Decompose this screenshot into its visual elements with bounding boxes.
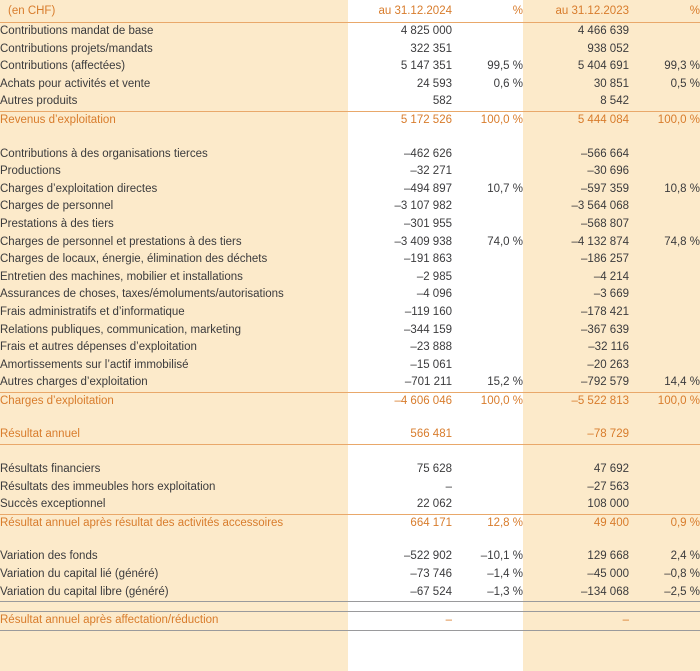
row-value-2023: 4 466 639 xyxy=(577,25,629,37)
row-label: Charges de personnel et prestations à des tiers xyxy=(0,235,242,248)
row-value-2023: –5 522 813 xyxy=(571,394,629,407)
row-label: Succès exceptionnel xyxy=(0,496,348,514)
row-percent-2024 xyxy=(452,163,523,181)
row-percent-2023: 2,4 % xyxy=(670,550,700,563)
table-row xyxy=(0,181,700,199)
row-label: Résultat annuel xyxy=(0,426,348,444)
row-percent-2024 xyxy=(452,41,523,59)
row-value-2023 xyxy=(523,130,629,146)
table-row xyxy=(0,41,700,59)
row-percent-2024 xyxy=(452,445,523,462)
table-row xyxy=(0,514,700,532)
row-label: Charges de locaux, énergie, élimination des déchets xyxy=(0,253,268,266)
row-value-2024: – xyxy=(348,612,452,631)
row-value-2024 xyxy=(348,445,452,462)
row-label: Résultats financiers xyxy=(0,463,101,476)
row-value-2023: –27 563 xyxy=(587,480,629,493)
row-percent-2024 xyxy=(452,130,523,146)
row-label: Charges d’exploitation directes xyxy=(0,182,158,195)
row-percent-2023 xyxy=(629,41,700,59)
row-value-2023: –597 359 xyxy=(581,182,629,195)
row-label xyxy=(0,130,348,146)
table-row xyxy=(0,76,700,94)
row-percent-2024 xyxy=(452,322,523,340)
table-header-row xyxy=(0,0,700,23)
row-percent-2024 xyxy=(452,23,523,41)
row-value-2023: –3 564 068 xyxy=(571,200,629,213)
row-label: Contributions mandat de base xyxy=(0,25,154,37)
row-percent-2023 xyxy=(629,286,700,304)
row-value-2024: 566 481 xyxy=(348,426,452,444)
row-percent-2023: 0,5 % xyxy=(670,77,700,90)
row-value-2023: 30 851 xyxy=(593,77,629,90)
row-label: Entretien des machines, mobilier et installations xyxy=(0,270,243,283)
table-row xyxy=(0,479,700,497)
row-percent-2023: 10,8 % xyxy=(664,182,700,195)
row-label: Autres charges d’exploitation xyxy=(0,374,348,392)
row-label: Variation du capital lié (généré) xyxy=(0,568,159,581)
row-value-2023: 5 404 691 xyxy=(577,60,629,73)
row-percent-2023 xyxy=(629,612,700,631)
row-percent-2023 xyxy=(629,461,700,479)
row-value-2023: –792 579 xyxy=(523,374,629,392)
row-percent-2024 xyxy=(452,146,523,164)
table-spacer-row xyxy=(0,410,700,426)
row-value-2023: 108 000 xyxy=(523,496,629,514)
row-percent-2023: 0,9 % xyxy=(670,516,700,529)
row-percent-2023: 99,3 % xyxy=(664,60,700,73)
table-row xyxy=(0,566,700,584)
table-row xyxy=(0,357,700,375)
row-value-2023: –4 132 874 xyxy=(571,235,629,248)
row-value-2023: –4 214 xyxy=(593,270,629,283)
row-label: Frais administratifs et d’informatique xyxy=(0,305,185,318)
table-row xyxy=(0,216,700,234)
row-value-2024 xyxy=(348,130,452,146)
table-row xyxy=(0,93,700,111)
row-value-2024: –23 888 xyxy=(410,341,452,354)
table-row xyxy=(0,286,700,304)
row-percent-2024: 100,0 % xyxy=(480,113,523,126)
table-row xyxy=(0,198,700,216)
row-percent-2023 xyxy=(629,479,700,497)
table-row xyxy=(0,426,700,444)
row-percent-2024: 74,0 % xyxy=(487,235,523,248)
table-row xyxy=(0,23,700,41)
row-value-2024: –2 985 xyxy=(416,270,452,283)
row-percent-2023 xyxy=(629,445,700,462)
row-label: Résultats des immeubles hors exploitation xyxy=(0,480,216,493)
row-value-2024: 582 xyxy=(348,93,452,111)
row-value-2024: –3 107 982 xyxy=(394,200,452,213)
row-label xyxy=(0,602,348,612)
row-percent-2024 xyxy=(452,496,523,514)
row-value-2023: –3 669 xyxy=(593,288,629,301)
row-value-2023: –78 729 xyxy=(523,426,629,444)
row-value-2024: –32 271 xyxy=(410,165,452,178)
row-percent-2023 xyxy=(629,130,700,146)
row-value-2023: –178 421 xyxy=(581,305,629,318)
row-value-2024: –15 061 xyxy=(410,358,452,371)
row-label: Résultat annuel après résultat des activités accessoires xyxy=(0,516,284,529)
row-percent-2023 xyxy=(629,339,700,357)
row-percent-2023 xyxy=(629,198,700,216)
row-value-2024: 5 172 526 xyxy=(400,113,452,126)
row-value-2024: –191 863 xyxy=(404,253,452,266)
table-spacer-row xyxy=(0,130,700,146)
row-value-2023: –568 807 xyxy=(581,217,629,230)
row-value-2023: 49 400 xyxy=(593,516,629,529)
row-percent-2023 xyxy=(629,269,700,287)
row-value-2024: 5 147 351 xyxy=(400,60,452,73)
row-percent-2024 xyxy=(452,198,523,216)
row-label: Amortissements sur l’actif immobilisé xyxy=(0,358,189,371)
row-value-2023: 938 052 xyxy=(587,42,629,55)
row-value-2024: –67 524 xyxy=(348,584,452,602)
table-row xyxy=(0,163,700,181)
row-label: Revenus d’exploitation xyxy=(0,113,116,126)
row-label: Contributions projets/mandats xyxy=(0,42,153,55)
row-value-2024 xyxy=(348,532,452,548)
row-percent-2023 xyxy=(629,163,700,181)
table-row xyxy=(0,304,700,322)
table-row xyxy=(0,146,700,164)
row-label: Assurances de choses, taxes/émoluments/autorisations xyxy=(0,288,284,301)
row-label: Achats pour activités et vente xyxy=(0,77,151,90)
row-percent-2023: 14,4 % xyxy=(629,374,700,392)
row-value-2024: 22 062 xyxy=(348,496,452,514)
row-value-2024: –522 902 xyxy=(404,550,452,563)
row-value-2024: –462 626 xyxy=(404,147,452,160)
row-percent-2023: 100,0 % xyxy=(657,394,700,407)
row-percent-2023 xyxy=(629,532,700,548)
table-spacer-row xyxy=(0,445,700,462)
header-col-2024: au 31.12.2024 xyxy=(348,0,452,23)
table-row xyxy=(0,374,700,392)
row-percent-2023: 100,0 % xyxy=(657,113,700,126)
header-pct-2024: % xyxy=(452,0,523,23)
table-row xyxy=(0,496,700,514)
header-pct-2023: % xyxy=(629,0,700,23)
row-percent-2024 xyxy=(452,269,523,287)
row-percent-2024 xyxy=(452,461,523,479)
row-value-2024: 24 593 xyxy=(416,77,452,90)
row-value-2023: 129 668 xyxy=(587,550,629,563)
table-row xyxy=(0,251,700,269)
table-row xyxy=(0,584,700,602)
table-row xyxy=(0,548,700,566)
row-value-2023: 8 542 xyxy=(523,93,629,111)
row-percent-2023 xyxy=(629,23,700,41)
row-percent-2023 xyxy=(629,602,700,612)
row-percent-2023 xyxy=(629,322,700,340)
row-value-2024: –4 606 046 xyxy=(394,394,452,407)
row-label: Contributions (affectées) xyxy=(0,60,126,73)
header-col-2023: au 31.12.2023 xyxy=(523,0,629,23)
row-label: Autres produits xyxy=(0,93,348,111)
table-row xyxy=(0,612,700,631)
row-value-2023: –367 639 xyxy=(581,323,629,336)
row-percent-2024: 10,7 % xyxy=(487,182,523,195)
row-value-2024: –344 159 xyxy=(404,323,452,336)
row-value-2024: –73 746 xyxy=(410,568,452,581)
row-percent-2024 xyxy=(452,612,523,631)
row-value-2024: –3 409 938 xyxy=(394,235,452,248)
row-label: Charges d’exploitation xyxy=(0,394,114,407)
row-percent-2023 xyxy=(629,93,700,111)
header-currency-label: (en CHF) xyxy=(0,0,348,23)
row-value-2023: –20 263 xyxy=(587,358,629,371)
row-percent-2023 xyxy=(629,146,700,164)
row-value-2023: –134 068 xyxy=(523,584,629,602)
row-percent-2024: 15,2 % xyxy=(452,374,523,392)
row-percent-2024: 99,5 % xyxy=(487,60,523,73)
row-label xyxy=(0,532,348,548)
row-percent-2024: 12,8 % xyxy=(487,516,523,529)
row-value-2024: 664 171 xyxy=(410,516,452,529)
row-percent-2023 xyxy=(629,410,700,426)
table-row xyxy=(0,339,700,357)
row-label: Variation des fonds xyxy=(0,550,98,563)
row-percent-2024 xyxy=(452,339,523,357)
row-percent-2024 xyxy=(452,532,523,548)
row-value-2023: 5 444 084 xyxy=(577,113,629,126)
row-percent-2024: 0,6 % xyxy=(493,77,523,90)
row-value-2023: –566 664 xyxy=(581,147,629,160)
row-value-2024: – xyxy=(445,480,452,493)
row-value-2024: 4 825 000 xyxy=(400,25,452,37)
row-percent-2024 xyxy=(452,479,523,497)
row-value-2023: –186 257 xyxy=(581,253,629,266)
row-percent-2023 xyxy=(629,357,700,375)
row-value-2024 xyxy=(348,410,452,426)
row-percent-2023 xyxy=(629,426,700,444)
row-percent-2023 xyxy=(629,304,700,322)
row-value-2023 xyxy=(523,445,629,462)
row-label xyxy=(0,410,348,426)
row-label: Résultat annuel après affectation/réduction xyxy=(0,612,348,631)
row-percent-2024 xyxy=(452,251,523,269)
row-label xyxy=(0,445,348,462)
table-row xyxy=(0,269,700,287)
row-percent-2023: –0,8 % xyxy=(664,568,700,581)
row-percent-2024: 100,0 % xyxy=(480,394,523,407)
row-percent-2024: –10,1 % xyxy=(480,550,523,563)
row-percent-2024: –1,4 % xyxy=(487,568,523,581)
row-label: Frais et autres dépenses d’exploitation xyxy=(0,341,197,354)
row-value-2024: –119 160 xyxy=(404,305,452,318)
row-label: Productions xyxy=(0,165,61,178)
row-label: Contributions à des organisations tierces xyxy=(0,147,208,160)
row-label: Variation du capital libre (généré) xyxy=(0,584,348,602)
row-label: Prestations à des tiers xyxy=(0,217,114,230)
row-percent-2024 xyxy=(452,426,523,444)
row-percent-2024 xyxy=(452,286,523,304)
row-value-2024: –494 897 xyxy=(404,182,452,195)
row-value-2024: –4 096 xyxy=(416,288,452,301)
row-percent-2023 xyxy=(629,496,700,514)
row-value-2023 xyxy=(523,602,629,612)
row-label: Charges de personnel xyxy=(0,200,114,213)
row-value-2023: –45 000 xyxy=(587,568,629,581)
table-row xyxy=(0,392,700,410)
row-value-2023: – xyxy=(523,612,629,631)
table-row xyxy=(0,461,700,479)
table-row xyxy=(0,322,700,340)
row-value-2023 xyxy=(523,532,629,548)
row-percent-2023 xyxy=(629,251,700,269)
row-percent-2024 xyxy=(452,93,523,111)
row-value-2024: 322 351 xyxy=(410,42,452,55)
row-percent-2024 xyxy=(452,216,523,234)
table-row xyxy=(0,234,700,252)
table-spacer-row xyxy=(0,602,700,612)
row-value-2024: –701 211 xyxy=(348,374,452,392)
row-value-2023: –30 696 xyxy=(587,165,629,178)
row-value-2023 xyxy=(523,410,629,426)
row-percent-2024 xyxy=(452,602,523,612)
row-percent-2023: 74,8 % xyxy=(664,235,700,248)
row-percent-2023: –2,5 % xyxy=(629,584,700,602)
table-spacer-row xyxy=(0,532,700,548)
table-row xyxy=(0,58,700,76)
row-value-2024 xyxy=(348,602,452,612)
row-label: Relations publiques, communication, marketing xyxy=(0,323,241,336)
row-percent-2023 xyxy=(629,216,700,234)
row-percent-2024 xyxy=(452,357,523,375)
row-value-2024: 75 628 xyxy=(416,463,452,476)
row-percent-2024 xyxy=(452,410,523,426)
row-percent-2024 xyxy=(452,304,523,322)
row-value-2023: 47 692 xyxy=(593,463,629,476)
table-row xyxy=(0,111,700,129)
row-value-2023: –32 116 xyxy=(588,341,629,354)
row-percent-2024: –1,3 % xyxy=(452,584,523,602)
row-value-2024: –301 955 xyxy=(404,217,452,230)
table-body xyxy=(0,23,700,631)
